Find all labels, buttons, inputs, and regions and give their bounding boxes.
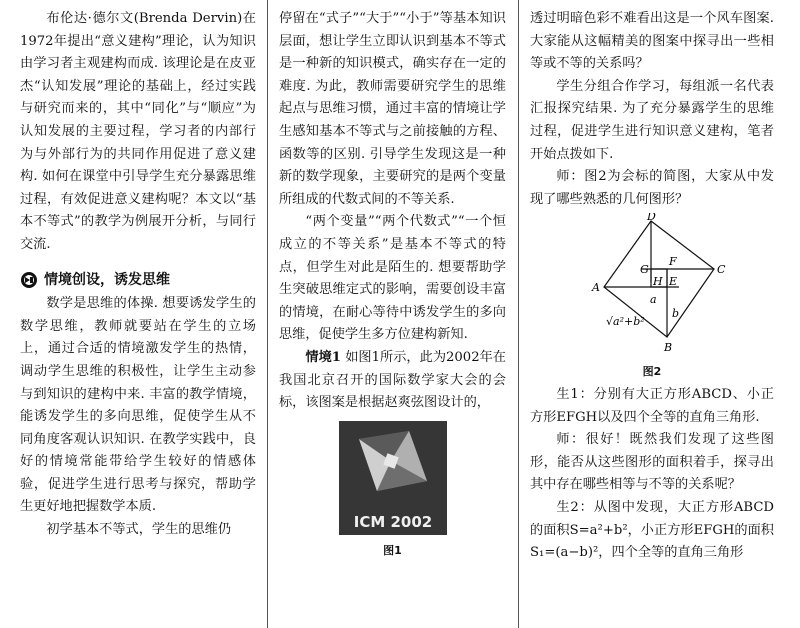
paragraph-thinking: 数学是思维的体操. 想要诱发学生的数学思维，教师就要站在学生的立场上，通过合适的情境激发学生的热情，调动学生思维的积极性，让学生主动参与到知识的建构中来. 丰富的教学情境，能诱发学生的多向思维，促使学生从不同角度客观认识知识. 在教学实践中，良好的情境常能带给学生较好的情感体验，促进学生进行思考与探究，帮助学生更好地把握数学本质.: [20, 296, 256, 515]
paragraph-scenario-1: [279, 347, 506, 415]
label-G: G: [640, 263, 649, 277]
column-2: [279, 8, 506, 559]
figure-2-caption: 图2: [642, 364, 662, 378]
paragraph-student-1: 生1：分别有大正方形ABCD、小正方形EFGH以及四个全等的直角三角形.: [530, 386, 774, 425]
paragraph-continuation: 停留在“式子”“大于”“小于”等基本知识层面，想让学生立即认识到基本不等式是一种新的知识模式，确实存在一定的难度. 为此，教师需要研究学生的思维起点与思维习惯，通过丰富的情境让学生感知基本不等式与之前接触的方程、函数等的区别. 引导学生发现这是一种新的数学现象，主要研究的是两个变量所组成的代数式间的不等关系.: [279, 11, 506, 207]
paragraph-group-work: 学生分组合作学习，每组派一名代表汇报探究结果. 为了充分暴露学生的思维过程，促进学生进行知识意义建构，笔者开始点拨如下.: [530, 78, 774, 162]
label-H: H: [653, 275, 663, 289]
column-1: [20, 8, 256, 542]
arrow-circle-icon: [20, 271, 38, 289]
label-F: F: [669, 255, 677, 269]
column-rule-2: [518, 0, 519, 628]
label-hypotenuse: √a²+b²: [606, 315, 645, 329]
column-rule-1: [267, 0, 268, 628]
label-C: C: [717, 263, 726, 277]
scenario-text: 如图1所示，此为2002年在我国北京召开的国际数学家大会的会标，该图案是根据赵爽弦图设计的，: [279, 349, 506, 411]
label-a: a: [650, 293, 657, 307]
icm-logo-image: [339, 421, 447, 535]
figure-1-caption: 图1: [383, 544, 402, 558]
column-3: [530, 8, 774, 565]
label-B: B: [664, 341, 673, 355]
geometry-diagram: [552, 213, 752, 355]
figure-1-logo-text: ICM 2002: [353, 512, 432, 531]
paragraph-windmill: 透过明暗色彩不难看出这是一个风车图案. 大家能从这幅精美的图案中探寻出一些相等或不等的关系吗？: [530, 11, 774, 72]
paragraph-features: “两个变量”“两个代数式”“一个恒成立的不等关系”是基本不等式的特点，但学生对此是陌生的. 想要帮助学生突破思维定式的影响，需要创设丰富的情境，在耐心等待中诱发学生的多向思维，促使学生多方位建构新知.: [279, 214, 506, 343]
label-b: b: [672, 307, 680, 321]
paragraph-intro: 布伦达·德尔文(Brenda Dervin)在1972年提出“意义建构”理论，认为知识由学习者主观建构而成. 该理论是在皮亚杰“认知发展”理论的基础上，经过实践与研究而来的，其中“同化”与“顺应”为认知发展的主要过程，学习者的内部行为与外部行为的共同作用促进了意义建构. 如何在课堂中引导学生充分暴露思维过程，有效促进意义建构呢？本文以“基本不等式”的教学为例展开分析，与同行交流.: [20, 11, 256, 252]
label-E: E: [669, 275, 678, 289]
figure-2: [530, 213, 774, 380]
paragraph-continued: 初学基本不等式，学生的思维仍: [46, 522, 232, 538]
scenario-label: 情境1: [305, 349, 341, 365]
paragraph-student-2: 生2：从图中发现，大正方形ABCD的面积S=a²+b²，小正方形EFGH的面积S₁=(a−b)²，四个全等的直角三角形: [530, 499, 774, 561]
paragraph-teacher-followup: 师：很好！既然我们发现了这些图形，能否从这些图形的面积着手，探寻出其中存在哪些相等与不等的关系呢？: [530, 432, 774, 493]
section-heading-text: 情境创设，诱发思维: [44, 271, 170, 288]
label-A: A: [592, 281, 600, 295]
paragraph-teacher-question: 师：图2为会标的简图，大家从中发现了哪些熟悉的几何图形？: [530, 169, 774, 207]
figure-1: [279, 421, 506, 560]
label-D: D: [647, 213, 656, 224]
section-heading: [20, 269, 256, 292]
